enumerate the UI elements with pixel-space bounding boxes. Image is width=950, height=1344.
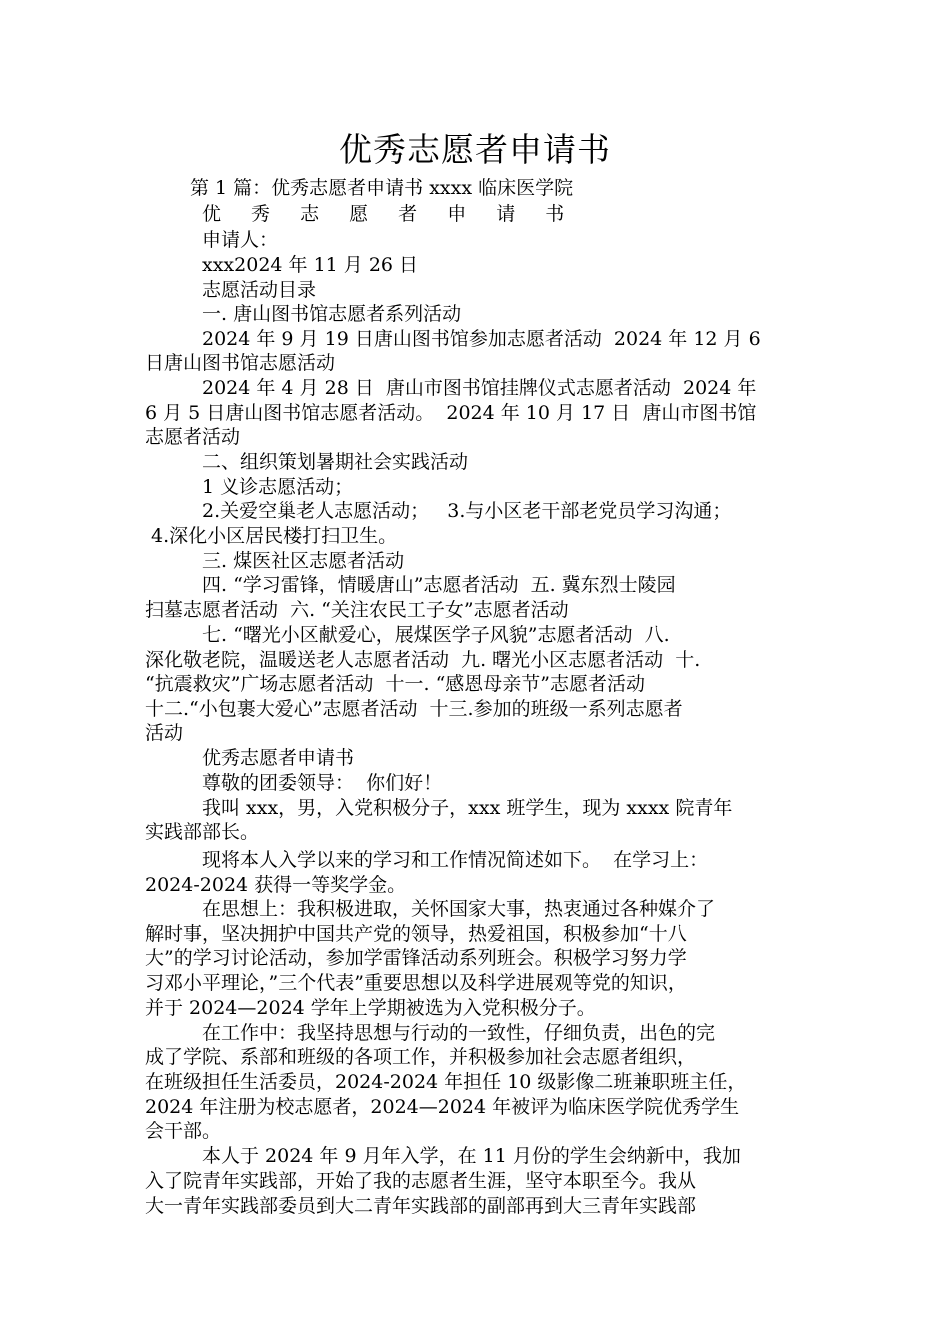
- text-line: 申请人：: [202, 229, 279, 251]
- text-line: 4.深化小区居民楼打扫卫生。: [145, 525, 398, 547]
- text-line: 尊敬的团委领导： 你们好！: [202, 772, 443, 794]
- subtitle-line: 优 秀 志 愿 者 申 请 书: [202, 203, 577, 225]
- text-line: 三. 煤医社区志愿者活动: [202, 550, 405, 572]
- text-line: 扫墓志愿者活动 六. “关注农民工子女”志愿者活动: [145, 599, 569, 621]
- text-line: 2024 年 9 月 19 日唐山图书馆参加志愿者活动 2024 年 12 月 6: [202, 328, 761, 350]
- text-line: 解时事，坚决拥护中国共产党的领导，热爱祖国，积极参加“十八: [145, 923, 687, 945]
- chapter-heading: 第 1 篇：优秀志愿者申请书 xxxx 临床医学院: [190, 177, 574, 199]
- text-line: 活动: [145, 722, 184, 744]
- text-line: 在思想上：我积极进取，关怀国家大事，热衷通过各种媒介了: [202, 898, 716, 920]
- text-line: 6 月 5 日唐山图书馆志愿者活动。 2024 年 10 月 17 日 唐山市图书馆: [145, 402, 757, 424]
- text-line: 会干部。: [145, 1120, 222, 1142]
- text-line: 2024 年注册为校志愿者，2024—2024 年被评为临床医学院优秀学生: [145, 1096, 740, 1118]
- text-line: 本人于 2024 年 9 月年入学，在 11 月份的学生会纳新中，我加: [202, 1145, 741, 1167]
- text-line: “抗震救灾”广场志愿者活动 十一. “感恩母亲节”志愿者活动: [145, 673, 646, 695]
- text-line: 2024-2024 获得一等奖学金。: [145, 874, 407, 896]
- text-line: 1 义诊志愿活动；: [202, 476, 354, 498]
- text-line: 实践部部长。: [145, 821, 260, 843]
- text-line: 一. 唐山图书馆志愿者系列活动: [202, 303, 462, 325]
- text-line: 志愿活动目录: [202, 279, 317, 301]
- text-line: 十二.“小包裹大爱心”志愿者活动 十三.参加的班级一系列志愿者: [145, 698, 683, 720]
- text-line: 习邓小平理论，”三个代表”重要思想以及科学进展观等党的知识，: [145, 972, 687, 994]
- text-line: 我叫 xxx，男，入党积极分子，xxx 班学生，现为 xxxx 院青年: [202, 797, 733, 819]
- text-line: 现将本人入学以来的学习和工作情况简述如下。 在学习上：: [202, 849, 709, 871]
- text-line: 入了院青年实践部，开始了我的志愿者生涯，坚守本职至今。我从: [145, 1170, 697, 1192]
- text-line: 二、组织策划暑期社会实践活动: [202, 451, 469, 473]
- text-line: 志愿者活动: [145, 426, 241, 448]
- text-line: 优秀志愿者申请书: [202, 747, 355, 769]
- document-title: 优秀志愿者申请书: [339, 130, 611, 169]
- text-line: 大”的学习讨论活动，参加学雷锋活动系列班会。积极学习努力学: [145, 947, 687, 969]
- text-line: 成了学院、系部和班级的各项工作，并积极参加社会志愿者组织，: [145, 1046, 697, 1068]
- text-line: 日唐山图书馆志愿活动: [145, 352, 336, 374]
- text-line: 七. “曙光小区献爱心，展煤医学子风貌”志愿者活动 八.: [202, 624, 670, 646]
- text-line: 在工作中：我坚持思想与行动的一致性，仔细负责，出色的完: [202, 1022, 716, 1044]
- text-line: xxx2024 年 11 月 26 日: [202, 254, 419, 276]
- text-line: 2024 年 4 月 28 日 唐山市图书馆挂牌仪式志愿者活动 2024 年: [202, 377, 757, 399]
- text-line: 并于 2024—2024 学年上学期被选为入党积极分子。: [145, 997, 596, 1019]
- text-line: 2.关爱空巢老人志愿活动； 3.与小区老干部老党员学习沟通；: [202, 500, 732, 522]
- text-line: 在班级担任生活委员，2024-2024 年担任 10 级影像二班兼职班主任，: [145, 1071, 747, 1093]
- text-line: 大一青年实践部委员到大二青年实践部的副部再到大三青年实践部: [145, 1195, 697, 1217]
- text-line: 四. “学习雷锋，情暖唐山”志愿者活动 五. 冀东烈士陵园: [202, 574, 676, 596]
- text-line: 深化敬老院，温暖送老人志愿者活动 九. 曙光小区志愿者活动 十.: [145, 649, 701, 671]
